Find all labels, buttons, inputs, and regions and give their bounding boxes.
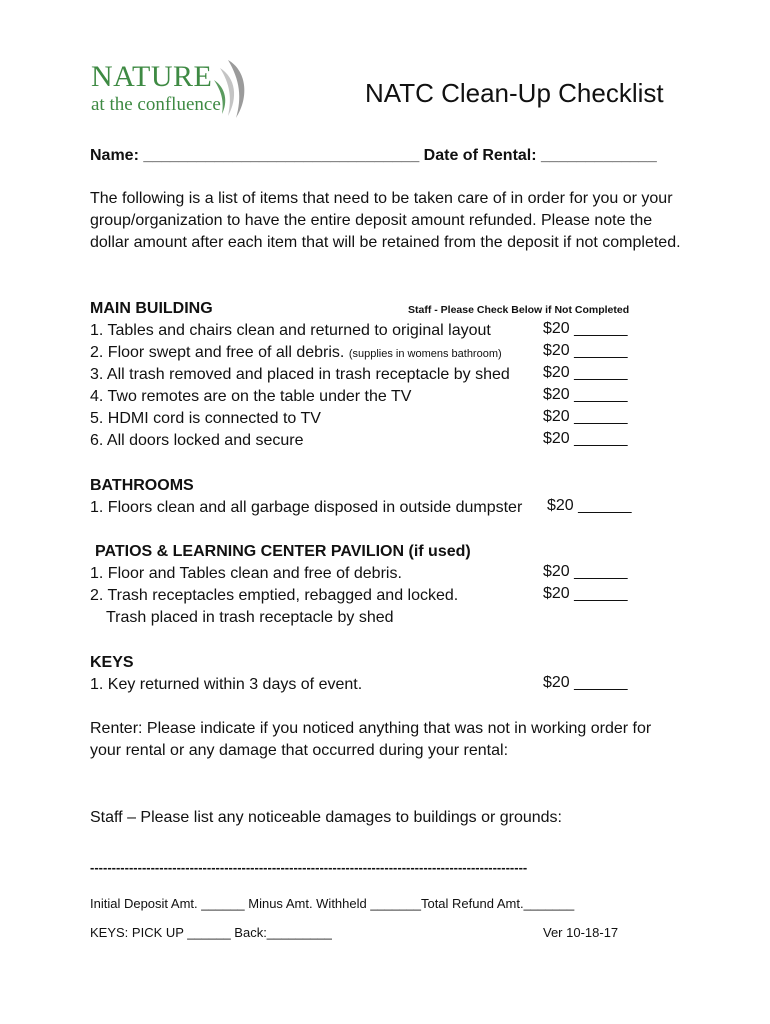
item-amount[interactable]: $20 ______ [543,563,628,580]
renter-note-line1: Renter: Please indicate if you noticed anything that was not in working order for [90,720,652,737]
logo-tagline: at the confluence [91,94,221,115]
renter-note-line2: your rental or any damage that occurred during your rental: [90,742,509,759]
item-note: (supplies in womens bathroom) [348,348,502,360]
list-item: 3. All trash removed and placed in trash receptacle by shed [90,366,510,383]
item-amount[interactable]: $20 ______ [543,342,628,359]
list-item [90,342,502,365]
list-item: 4. Two remotes are on the table under the TV [90,388,412,405]
divider: ----------------------------------------------------------------------------------------------------- [90,860,528,875]
item-amount[interactable]: $20 ______ [543,320,628,337]
item-amount[interactable]: $20 ______ [547,497,632,514]
item-amount[interactable]: $20 ______ [543,364,628,381]
item-text: 2. Floor swept and free of all debris. [90,344,345,361]
date-label: Date of Rental: [423,147,537,164]
version-label: Ver 10-18-17 [543,925,619,940]
item-amount[interactable]: $20 ______ [543,674,628,691]
main-building-heading: MAIN BUILDING [90,300,213,317]
date-field[interactable]: _____________ [541,147,657,164]
item-amount[interactable]: $20 ______ [543,386,628,403]
list-item: 1. Tables and chairs clean and returned to original layout [90,322,491,339]
bathrooms-heading: BATHROOMS [90,477,194,494]
staff-damage-note: Staff – Please list any noticeable damages to buildings or grounds: [90,809,562,826]
list-item-continuation: Trash placed in trash receptacle by shed [106,609,394,626]
list-item: 1. Floors clean and all garbage disposed in outside dumpster [90,499,523,516]
list-item: 2. Trash receptacles emptied, rebagged and locked. [90,587,459,604]
item-amount[interactable]: $20 ______ [543,585,628,602]
list-item: 6. All doors locked and secure [90,432,304,449]
list-item: 1. Floor and Tables clean and free of debris. [90,565,402,582]
page-title: NATC Clean-Up Checklist [365,78,664,108]
leaf-swoosh-icon [206,58,256,122]
patios-heading: PATIOS & LEARNING CENTER PAVILION (if used) [95,543,471,560]
name-field[interactable]: _______________________________ [143,147,420,164]
name-date-row [90,145,657,167]
nature-logo [88,58,260,122]
name-label: Name: [90,147,139,164]
logo-wordmark: NATURE [91,60,213,93]
deposit-line[interactable]: Initial Deposit Amt. ______ Minus Amt. Withheld _______Total Refund Amt._______ [90,896,575,911]
keys-pickup-line[interactable]: KEYS: PICK UP ______ Back:_________ [90,925,332,940]
list-item: 5. HDMI cord is connected to TV [90,410,321,427]
item-amount[interactable]: $20 ______ [543,430,628,447]
list-item: 1. Key returned within 3 days of event. [90,676,363,693]
staff-check-note: Staff - Please Check Below if Not Completed [408,304,630,316]
item-amount[interactable]: $20 ______ [543,408,628,425]
keys-heading: KEYS [90,654,134,671]
intro-paragraph: The following is a list of items that need to be taken care of in order for you or your group/organization to have the entire deposit amount refunded. Please note the dollar amount after each item that will be retained from the deposit if not completed. [90,190,681,251]
